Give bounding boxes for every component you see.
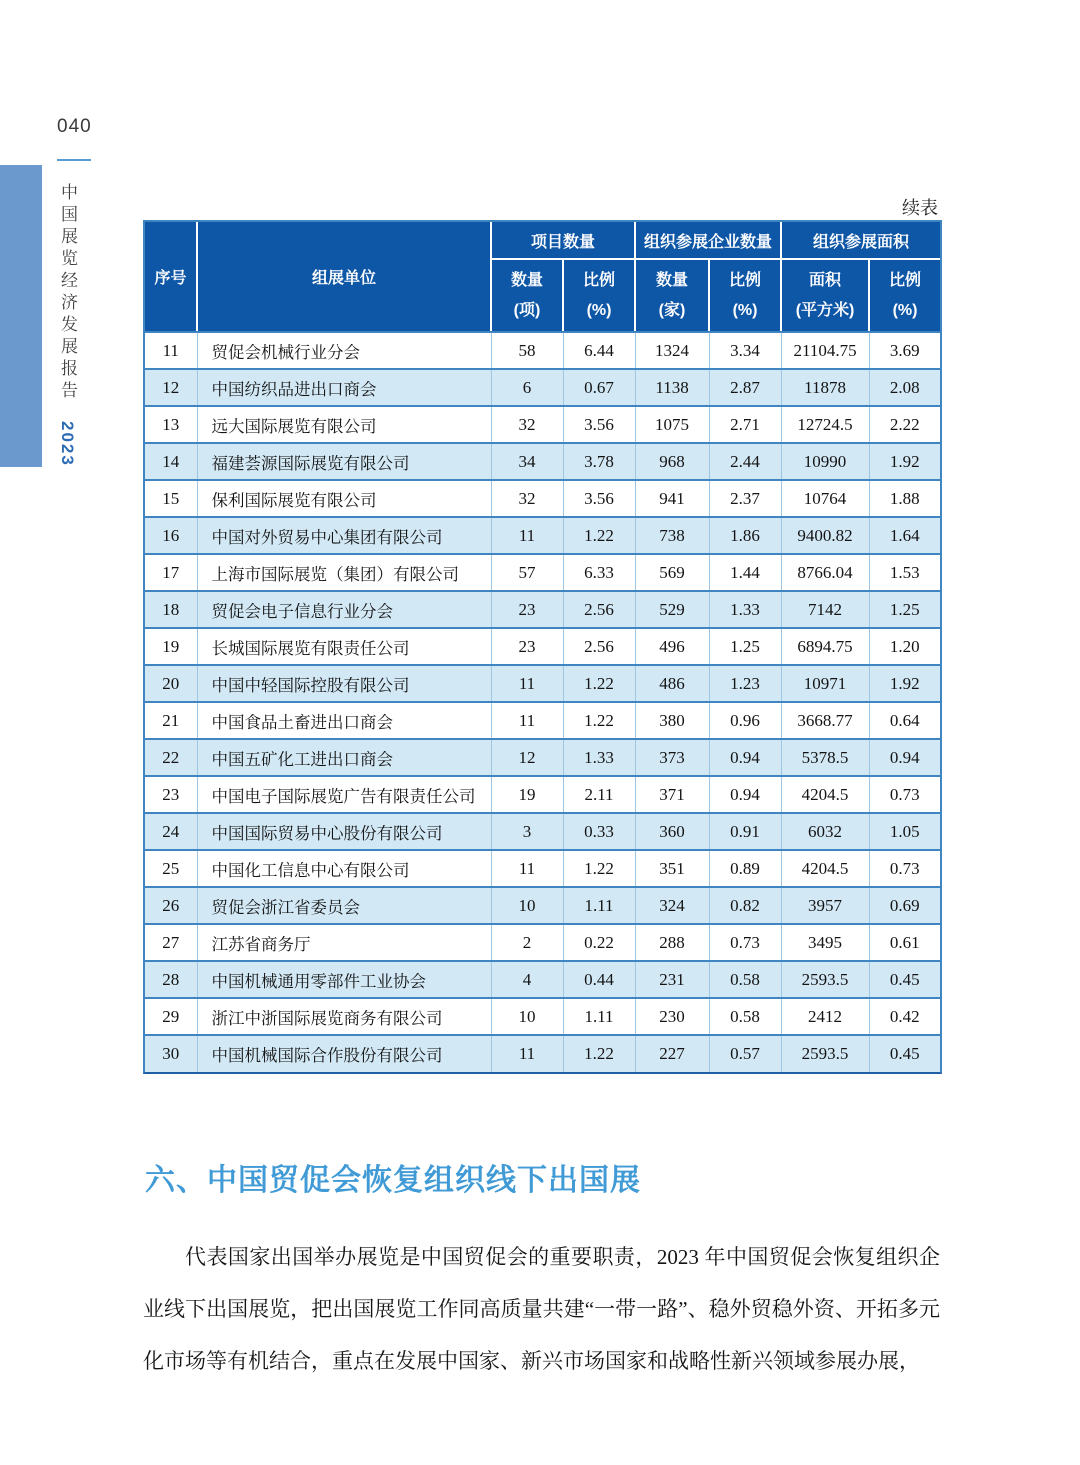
table-row [145,924,940,961]
page-number: 040 [57,116,92,137]
table-row [145,443,940,480]
organizer-name-cell: 中国国际贸易中心股份有限公司 [197,813,491,850]
value-cell: 351 [635,850,709,887]
row-index-cell: 16 [145,517,197,554]
value-cell: 4204.5 [781,776,869,813]
value-cell: 288 [635,924,709,961]
value-cell: 0.45 [869,1035,940,1072]
value-cell: 230 [635,998,709,1035]
organizer-name-cell: 中国对外贸易中心集团有限公司 [197,517,491,554]
value-cell: 968 [635,443,709,480]
value-cell: 1.11 [563,887,635,924]
value-cell: 227 [635,1035,709,1072]
value-cell: 11 [491,665,563,702]
value-cell: 0.91 [709,813,781,850]
value-cell: 23 [491,591,563,628]
header-organizer: 组展单位 [197,222,491,332]
value-cell: 1.22 [563,850,635,887]
value-cell: 486 [635,665,709,702]
sidebar-year-text: 2023 [58,420,77,467]
row-index-cell: 22 [145,739,197,776]
value-cell: 0.73 [869,850,940,887]
value-cell: 941 [635,480,709,517]
value-cell: 3957 [781,887,869,924]
value-cell: 10 [491,998,563,1035]
value-cell: 1.92 [869,665,940,702]
value-cell: 1.33 [563,739,635,776]
table-row [145,332,940,369]
row-index-cell: 26 [145,887,197,924]
value-cell: 231 [635,961,709,998]
row-index-cell: 29 [145,998,197,1035]
header-area-ratio: 比例 (%) [869,259,940,332]
value-cell: 0.82 [709,887,781,924]
value-cell: 1.88 [869,480,940,517]
organizer-name-cell: 中国食品土畜进出口商会 [197,702,491,739]
row-index-cell: 11 [145,332,197,369]
value-cell: 0.67 [563,369,635,406]
header-area-value: 面积 (平方米) [781,259,869,332]
value-cell: 34 [491,443,563,480]
sidebar-report-title [55,183,80,603]
organizer-name-cell: 中国中轻国际控股有限公司 [197,665,491,702]
value-cell: 3.56 [563,480,635,517]
row-index-cell: 28 [145,961,197,998]
value-cell: 6032 [781,813,869,850]
value-cell: 1075 [635,406,709,443]
organizer-name-cell: 中国化工信息中心有限公司 [197,850,491,887]
table-header [145,222,940,332]
header-group-projects: 项目数量 [491,222,635,259]
organizer-name-cell: 中国纺织品进出口商会 [197,369,491,406]
organizer-name-cell: 福建荟源国际展览有限公司 [197,443,491,480]
value-cell: 7142 [781,591,869,628]
value-cell: 0.94 [709,739,781,776]
value-cell: 3.69 [869,332,940,369]
value-cell: 57 [491,554,563,591]
table-row [145,961,940,998]
value-cell: 0.64 [869,702,940,739]
value-cell: 2593.5 [781,1035,869,1072]
value-cell: 0.94 [869,739,940,776]
organizer-name-cell: 中国电子国际展览广告有限责任公司 [197,776,491,813]
value-cell: 380 [635,702,709,739]
value-cell: 6894.75 [781,628,869,665]
section-heading: 六、中国贸促会恢复组织线下出国展 [145,1164,641,1197]
value-cell: 529 [635,591,709,628]
table-row [145,369,940,406]
value-cell: 2.56 [563,628,635,665]
value-cell: 3 [491,813,563,850]
table-row [145,998,940,1035]
row-index-cell: 23 [145,776,197,813]
value-cell: 1.25 [709,628,781,665]
table-row [145,591,940,628]
value-cell: 2.08 [869,369,940,406]
value-cell: 3.78 [563,443,635,480]
value-cell: 0.58 [709,961,781,998]
table-row [145,554,940,591]
table-continuation-label: 续表 [902,198,938,218]
header-project-count: 数量 (项) [491,259,563,332]
value-cell: 9400.82 [781,517,869,554]
value-cell: 2593.5 [781,961,869,998]
value-cell: 12724.5 [781,406,869,443]
value-cell: 10990 [781,443,869,480]
value-cell: 2.22 [869,406,940,443]
row-index-cell: 12 [145,369,197,406]
value-cell: 2.44 [709,443,781,480]
value-cell: 11 [491,1035,563,1072]
row-index-cell: 25 [145,850,197,887]
value-cell: 324 [635,887,709,924]
value-cell: 0.45 [869,961,940,998]
value-cell: 0.57 [709,1035,781,1072]
value-cell: 2 [491,924,563,961]
value-cell: 3.56 [563,406,635,443]
value-cell: 0.96 [709,702,781,739]
value-cell: 1.53 [869,554,940,591]
value-cell: 21104.75 [781,332,869,369]
value-cell: 1.64 [869,517,940,554]
organizer-name-cell: 远大国际展览有限公司 [197,406,491,443]
table-row [145,776,940,813]
header-group-area: 组织参展面积 [781,222,940,259]
value-cell: 6.44 [563,332,635,369]
row-index-cell: 30 [145,1035,197,1072]
organizers-table [145,222,940,1072]
value-cell: 12 [491,739,563,776]
table-row [145,1035,940,1072]
table-row [145,628,940,665]
value-cell: 5378.5 [781,739,869,776]
value-cell: 0.69 [869,887,940,924]
row-index-cell: 13 [145,406,197,443]
value-cell: 0.42 [869,998,940,1035]
value-cell: 1.22 [563,517,635,554]
value-cell: 11 [491,702,563,739]
organizers-table-wrapper [143,220,942,1074]
value-cell: 1.20 [869,628,940,665]
table-row [145,813,940,850]
row-index-cell: 19 [145,628,197,665]
value-cell: 11878 [781,369,869,406]
value-cell: 2.37 [709,480,781,517]
section-paragraph: 代表国家出国举办展览是中国贸促会的重要职责，2023 年中国贸促会恢复组织企业线下出国展览，把出国展览工作同高质量共建“一带一路”、稳外贸稳外资、开拓多元化市场等有机结合，重点在发展中国家、新兴市场国家和战略性新兴领域参展办展， [143,1245,940,1373]
row-index-cell: 20 [145,665,197,702]
value-cell: 2.87 [709,369,781,406]
value-cell: 738 [635,517,709,554]
value-cell: 0.58 [709,998,781,1035]
value-cell: 1.22 [563,1035,635,1072]
organizer-name-cell: 长城国际展览有限责任公司 [197,628,491,665]
value-cell: 1.86 [709,517,781,554]
value-cell: 3495 [781,924,869,961]
value-cell: 1.11 [563,998,635,1035]
value-cell: 23 [491,628,563,665]
organizer-name-cell: 中国五矿化工进出口商会 [197,739,491,776]
value-cell: 569 [635,554,709,591]
table-row [145,887,940,924]
value-cell: 11 [491,517,563,554]
organizer-name-cell: 浙江中浙国际展览商务有限公司 [197,998,491,1035]
table-row [145,850,940,887]
table-row [145,517,940,554]
organizer-name-cell: 中国机械国际合作股份有限公司 [197,1035,491,1072]
value-cell: 1.92 [869,443,940,480]
page-number-rule [57,159,91,161]
organizer-name-cell: 上海市国际展览（集团）有限公司 [197,554,491,591]
organizer-name-cell: 贸促会电子信息行业分会 [197,591,491,628]
value-cell: 2.71 [709,406,781,443]
value-cell: 2.11 [563,776,635,813]
value-cell: 0.61 [869,924,940,961]
value-cell: 4204.5 [781,850,869,887]
value-cell: 1.22 [563,702,635,739]
value-cell: 373 [635,739,709,776]
row-index-cell: 15 [145,480,197,517]
organizer-name-cell: 贸促会浙江省委员会 [197,887,491,924]
value-cell: 1.25 [869,591,940,628]
value-cell: 4 [491,961,563,998]
row-index-cell: 27 [145,924,197,961]
value-cell: 360 [635,813,709,850]
organizer-name-cell: 贸促会机械行业分会 [197,332,491,369]
row-index-cell: 21 [145,702,197,739]
value-cell: 19 [491,776,563,813]
value-cell: 1.44 [709,554,781,591]
value-cell: 0.73 [869,776,940,813]
row-index-cell: 24 [145,813,197,850]
table-body [145,332,940,1072]
header-group-enterprises: 组织参展企业数量 [635,222,781,259]
value-cell: 6.33 [563,554,635,591]
organizer-name-cell: 江苏省商务厅 [197,924,491,961]
organizer-name-cell: 中国机械通用零部件工业协会 [197,961,491,998]
value-cell: 0.33 [563,813,635,850]
value-cell: 0.22 [563,924,635,961]
value-cell: 2412 [781,998,869,1035]
value-cell: 1.23 [709,665,781,702]
value-cell: 2.56 [563,591,635,628]
value-cell: 8766.04 [781,554,869,591]
value-cell: 371 [635,776,709,813]
value-cell: 10971 [781,665,869,702]
value-cell: 1.22 [563,665,635,702]
table-row [145,665,940,702]
value-cell: 1.33 [709,591,781,628]
table-row [145,702,940,739]
value-cell: 496 [635,628,709,665]
value-cell: 0.89 [709,850,781,887]
value-cell: 0.73 [709,924,781,961]
row-index-cell: 14 [145,443,197,480]
row-index-cell: 17 [145,554,197,591]
sidebar-accent-bar [0,165,42,467]
value-cell: 0.44 [563,961,635,998]
header-project-ratio: 比例 (%) [563,259,635,332]
value-cell: 58 [491,332,563,369]
value-cell: 10 [491,887,563,924]
value-cell: 6 [491,369,563,406]
table-row [145,406,940,443]
organizer-name-cell: 保利国际展览有限公司 [197,480,491,517]
header-enterprise-count: 数量 (家) [635,259,709,332]
header-index: 序号 [145,222,197,332]
value-cell: 32 [491,406,563,443]
header-enterprise-ratio: 比例 (%) [709,259,781,332]
value-cell: 1138 [635,369,709,406]
value-cell: 0.94 [709,776,781,813]
table-row [145,480,940,517]
value-cell: 3668.77 [781,702,869,739]
row-index-cell: 18 [145,591,197,628]
value-cell: 32 [491,480,563,517]
sidebar-title-text: 中国展览经济发展报告 [58,183,77,403]
value-cell: 1324 [635,332,709,369]
value-cell: 3.34 [709,332,781,369]
value-cell: 11 [491,850,563,887]
table-row [145,739,940,776]
value-cell: 10764 [781,480,869,517]
value-cell: 1.05 [869,813,940,850]
